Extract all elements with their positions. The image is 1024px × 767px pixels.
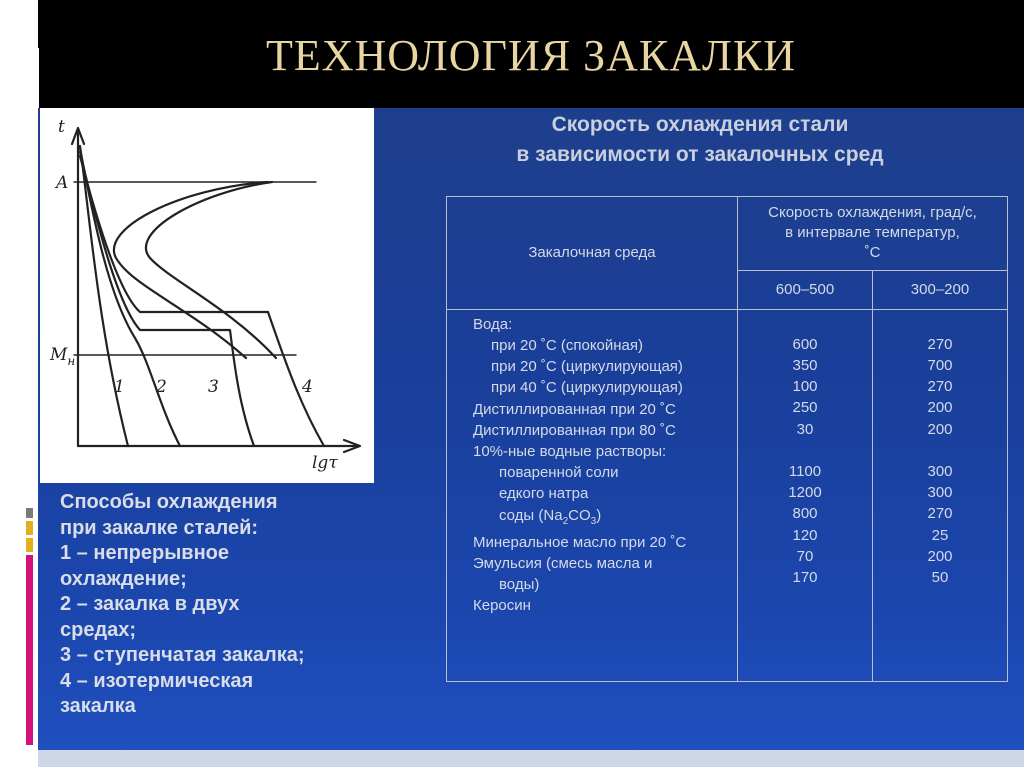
medium-names-cell (447, 309, 738, 681)
table-title-line-1: Скорость охлаждения стали (551, 113, 849, 136)
methods-line: 1 – непрерывное (60, 542, 229, 564)
medium-name: едкого натра (499, 485, 589, 503)
value-600-500: 70 (796, 547, 814, 565)
value-600-500: 250 (792, 399, 818, 417)
value-300-200: 200 (927, 547, 953, 565)
medium-name: Дистиллированная при 20 ˚С (473, 400, 676, 418)
value-600-500: 600 (792, 335, 818, 353)
medium-name: Вода: (473, 315, 513, 333)
curve-label-4: 4 (302, 377, 313, 397)
values-600-500-cell (738, 309, 873, 681)
medium-name: Керосин (473, 597, 531, 615)
bullet-yellow (26, 521, 33, 535)
header-speed-line-1: Скорость охлаждения, град/с, (768, 204, 977, 222)
mn-level-label: $M_н$ (50, 345, 76, 368)
value-gap (873, 440, 1007, 461)
value-300-200: 300 (927, 484, 953, 502)
values-300-200-cell (873, 309, 1008, 681)
methods-line: Способы охлаждения (60, 491, 278, 513)
value-300-200: 50 (931, 568, 949, 586)
value-600-500: 1200 (788, 484, 822, 502)
bullet-yellow-2 (26, 538, 33, 552)
value-300-200: 200 (927, 399, 953, 417)
value-300-200: 25 (931, 526, 949, 544)
value-600-500: 30 (796, 420, 814, 438)
c-curve-left (114, 182, 268, 358)
curve-label-1: 1 (114, 377, 125, 397)
medium-name: при 40 ˚С (циркулирующая) (491, 379, 683, 397)
cooling-curve-2 (80, 148, 180, 446)
value-600-500: 170 (792, 568, 818, 586)
curve-label-2: 2 (156, 377, 167, 397)
y-axis-label: t (58, 117, 65, 137)
value-600-500: 120 (792, 526, 818, 544)
medium-name: Дистиллированная при 80 ˚С (473, 421, 676, 439)
value-gap (738, 440, 872, 461)
medium-name: поваренной соли (499, 464, 619, 482)
value-600-500: 1100 (788, 462, 822, 480)
medium-name: 10%-ные водные растворы: (473, 442, 667, 460)
curve-label-3: 3 (208, 377, 219, 397)
value-600-500: 350 (792, 356, 818, 374)
header-medium: Закалочная среда (447, 197, 738, 310)
header-speed-line-3: ˚С (864, 244, 881, 262)
value-600-500: 100 (792, 378, 818, 396)
methods-line: закалка (60, 695, 136, 717)
header-speed-line-2: в интервале температур, (785, 224, 960, 242)
methods-line: при закалке сталей: (60, 516, 259, 539)
bullet-magenta (26, 555, 33, 745)
methods-line: средах; (60, 618, 137, 641)
corner-decoration-icon (20, 48, 42, 114)
cooling-diagram-svg (40, 108, 374, 483)
side-bullets (26, 508, 38, 748)
cooling-curve-3 (80, 152, 254, 446)
methods-line: охлаждение; (60, 567, 187, 590)
medium-name: при 20 ˚С (спокойная) (491, 336, 644, 354)
value-300-200: 270 (927, 378, 953, 396)
table-title (420, 110, 980, 170)
table-title-line-2: в зависимости от закалочных сред (516, 143, 884, 166)
methods-line: 3 – ступенчатая закалка; (60, 644, 305, 666)
medium-name: Минеральное масло при 20 ˚С (473, 533, 687, 551)
cooling-rate-table (446, 196, 1008, 682)
header-range-2: 300–200 (873, 270, 1008, 309)
header-range-1: 600–500 (738, 270, 873, 309)
slide-title: ТЕХНОЛОГИЯ ЗАКАЛКИ (266, 31, 796, 80)
medium-name: Эмульсия (смесь масла и (473, 554, 653, 572)
value-300-200: 270 (927, 335, 953, 353)
value-300-200: 300 (927, 462, 953, 480)
c-curve-right (146, 182, 276, 358)
cooling-diagram (40, 108, 374, 483)
value-300-200: 200 (927, 420, 953, 438)
a-level-label: A (56, 173, 69, 193)
cooling-methods-list (60, 490, 380, 720)
value-300-200: 270 (927, 505, 953, 523)
value-300-200: 700 (927, 356, 953, 374)
bullet-gray (26, 508, 33, 518)
value-600-500: 800 (792, 505, 818, 523)
medium-name: соды $(Na_2CO_3)$ (499, 506, 602, 527)
medium-name: воды) (499, 576, 540, 594)
header-speed (738, 197, 1008, 271)
bottom-strip (38, 750, 1024, 767)
methods-line: 2 – закалка в двух (60, 593, 240, 615)
methods-line: 4 – изотермическая (60, 669, 254, 692)
x-axis-label: lgτ (312, 453, 338, 473)
medium-name: при 20 ˚С (циркулирующая) (491, 358, 683, 376)
